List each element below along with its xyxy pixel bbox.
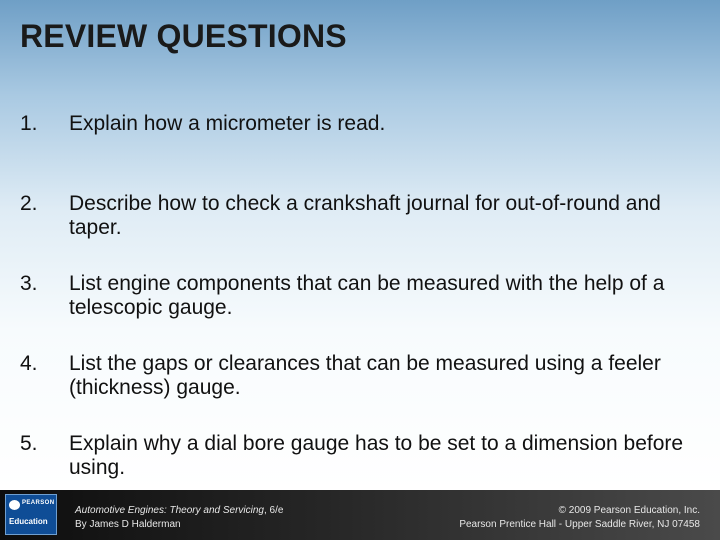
footer-book-info — [75, 504, 283, 532]
question-item — [20, 112, 705, 192]
question-text: List the gaps or clearances that can be measured using a feeler (thickness) gauge. — [69, 352, 661, 399]
question-number: 1. — [20, 112, 38, 135]
question-item — [20, 192, 705, 272]
question-text: Explain how a micrometer is read. — [69, 112, 386, 135]
logo-text-bottom: Education — [9, 517, 48, 526]
question-text: List engine components that can be measured with the help of a telescopic gauge. — [69, 272, 665, 319]
pearson-education-logo — [5, 494, 57, 535]
question-number: 5. — [20, 432, 38, 455]
book-edition: , 6/e — [264, 505, 284, 516]
question-item — [20, 272, 705, 352]
question-text: Describe how to check a crankshaft journal for out-of-round and taper. — [69, 192, 661, 239]
review-questions-list — [20, 112, 705, 512]
question-number: 4. — [20, 352, 38, 375]
slide-title: REVIEW QUESTIONS — [20, 18, 347, 54]
pearson-logo-mark-icon — [9, 500, 20, 510]
question-item — [20, 352, 705, 432]
book-title: Automotive Engines: Theory and Servicing — [75, 505, 264, 516]
question-text: Explain why a dial bore gauge has to be set to a dimension before using. — [69, 432, 684, 479]
footer-publisher-info — [459, 504, 700, 532]
question-number: 2. — [20, 192, 38, 215]
question-number: 3. — [20, 272, 38, 295]
book-author: By James D Halderman — [75, 519, 181, 530]
publisher-address: Pearson Prentice Hall - Upper Saddle River, NJ 07458 — [459, 519, 700, 530]
logo-text-top: PEARSON — [22, 500, 55, 506]
footer-bar — [0, 490, 720, 540]
copyright-notice: © 2009 Pearson Education, Inc. — [558, 505, 700, 516]
